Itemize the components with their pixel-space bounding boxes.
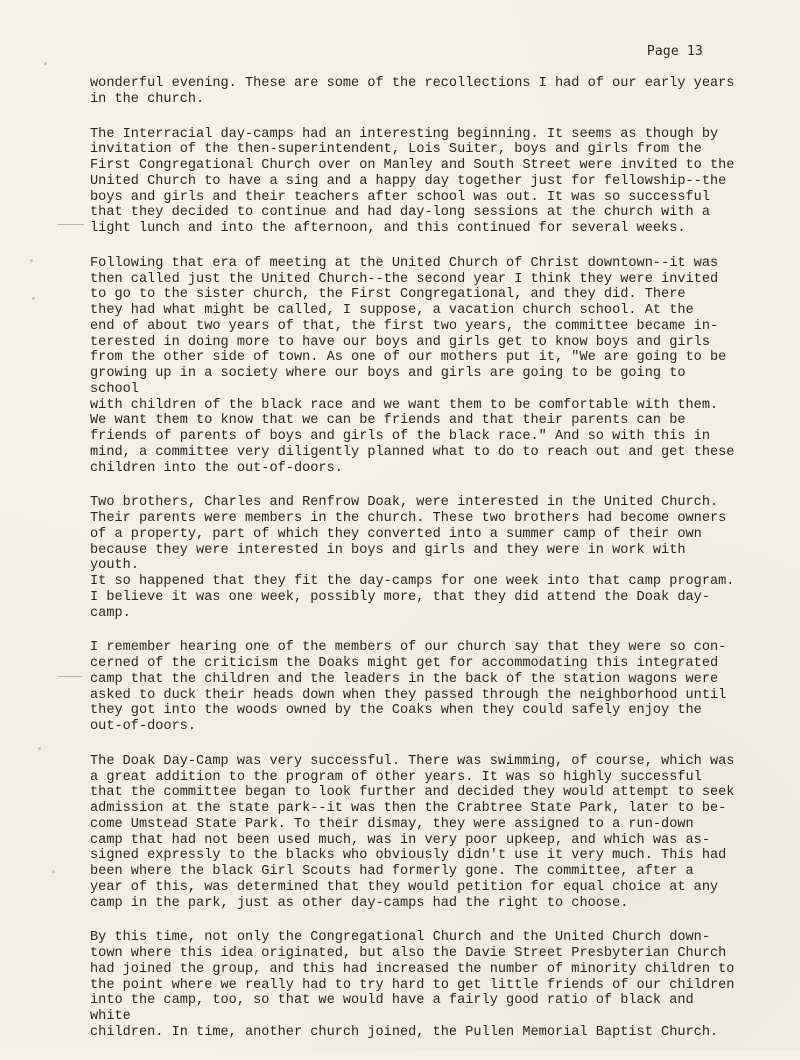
- paragraph-interracial-day-camps: The Interracial day-camps had an interesting beginning. It seems as though by invitation of the then-superintendent, Lois Suiter, boys and girls from the First Congregational Church over on Manley and South Street were invited to the United Church to have a sing and a happy day together just for fellowship--the boys and girls and their teachers after school was out. It was so successful that they decided to continue and had day-long sessions at the church with a light lunch and into the afternoon, and this continued for several weeks.: [90, 126, 735, 236]
- paragraph-recollections-closing: wonderful evening. These are some of the recollections I had of our early years in the church.: [90, 76, 735, 107]
- paragraph-churches-joined: By this time, not only the Congregational Church and the United Church down- town where this idea originated, but also the Davie Street Presbyterian Church had joined the group, and this had increased the number of minority children to the point where we really had to try hard to get little friends of our children into the camp, too, so that we would have a fairly good ratio of black and white children. In time, another church joined, the Pullen Memorial Baptist Church.: [90, 930, 735, 1040]
- margin-tick-mark: [58, 224, 84, 225]
- page-number: Page 13: [646, 44, 703, 59]
- paragraph-criticism-concern: I remember hearing one of the members of our church say that they were so con- cerned of the criticism the Doaks might get for accommodating this integrated camp that the children and the leaders in the back of the station wagons were asked to duck their heads down when they passed through the neighborhood until they got into the woods owned by the Coaks when they could safely enjoy the out-of-doors.: [90, 640, 727, 734]
- paragraph-doak-brothers: Two brothers, Charles and Renfrow Doak, were interested in the United Church. Their parents were members in the church. These two brothers had become owners of a property, part of which they converted into a summer camp of their own because they were interested in boys and girls and they were in work with youth. It so happened that they fit the day-camps for one week into that camp program. I believe it was one week, possibly more, that they did attend the Doak day- camp.: [90, 495, 735, 621]
- paper-speck: [52, 870, 55, 873]
- paragraph-following-era: Following that era of meeting at the United Church of Christ downtown--it was then called just the United Church--the second year I think they were invited to go to the sister church, the First Congregational, and they did. There they had what might be called, I suppose, a vacation church school. At the end of about two years of that, the first two years, the committee became in- terested in doing more to have our boys and girls get to know boys and girls from the other side of town. As one of our mothers put it, "We are going to be growing up in a society where our boys and girls are going to be going to school with children of the black race and we want them to be comfortable with them. We want them to know that we can be friends and that their parents can be friends of parents of boys and girls of the black race." And so with this in mind, a committee very diligently planned what to do to reach out and get these children into the out-of-doors.: [90, 255, 735, 476]
- paper-speck: [44, 62, 47, 65]
- margin-tick-mark: [58, 676, 82, 677]
- paper-speck: [38, 747, 41, 750]
- paragraph-doak-day-camp: The Doak Day-Camp was very successful. There was swimming, of course, which was a great addition to the program of other years. It was so highly successful that the committee began to look further and decided they would attempt to seek admission at the state park--it was then the Crabtree State Park, later to be- come Umstead State Park. To their dismay, they were assigned to a run-down camp that had not been used much, was in very poor upkeep, and which was as- signed expressly to the blacks who obviously didn't use it very much. This had been where the black Girl Scouts had formerly gone. The committee, after a year of this, was determined that they would petition for equal choice at any camp in the park, just as other day-camps had the right to choose.: [90, 753, 735, 911]
- document-body: [90, 76, 738, 1060]
- paper-speck: [30, 259, 33, 262]
- paper-speck: [32, 297, 35, 300]
